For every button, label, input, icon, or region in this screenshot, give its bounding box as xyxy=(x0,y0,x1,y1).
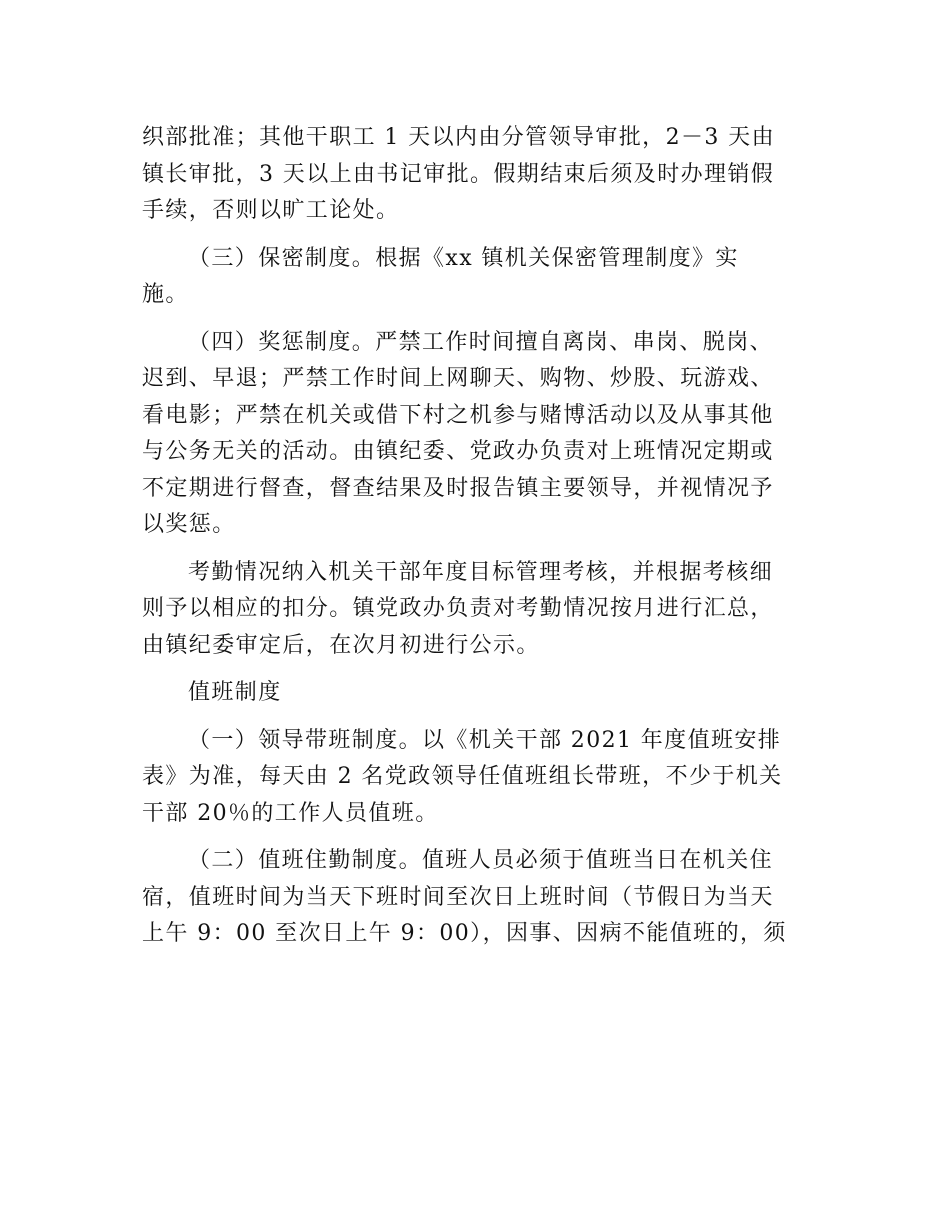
text-line: 与公务无关的活动。由镇纪委、党政办负责对上班情况定期或 xyxy=(142,439,774,464)
text-line: 干部 20％的工作人员值班。 xyxy=(142,800,439,826)
paragraph-attendance-assessment xyxy=(142,555,810,665)
section-heading: 值班制度 xyxy=(188,680,282,705)
text-line: 以奖惩。 xyxy=(142,512,236,537)
text-line: 手续，否则以旷工论处。 xyxy=(142,198,400,223)
text-line: 考勤情况纳入机关干部年度目标管理考核，并根据考核细 xyxy=(188,559,774,585)
paragraph-rewards-penalties xyxy=(142,325,810,544)
text-line: 则予以相应的扣分。镇党政办负责对考勤情况按月进行汇总， xyxy=(142,596,774,621)
text-line: （三）保密制度。根据《xx 镇机关保密管理制度》实 xyxy=(188,245,739,271)
paragraph-duty-residence xyxy=(142,843,810,953)
text-line: 宿，值班时间为当天下班时间至次日上班时间（节假日为当天 xyxy=(142,884,774,910)
text-line: 施。 xyxy=(142,282,189,307)
text-line: 表》为准，每天由 2 名党政领导任值班组长带班，不少于机关 xyxy=(142,764,783,789)
text-line: 看电影；严禁在机关或借下村之机参与赌博活动以及从事其他 xyxy=(142,402,774,428)
text-line: 镇长审批，3 天以上由书记审批。假期结束后须及时办理销假 xyxy=(142,161,775,187)
text-line: 由镇纪委审定后，在次月初进行公示。 xyxy=(142,632,540,658)
paragraph-confidentiality xyxy=(142,241,810,314)
text-line: （二）值班住勤制度。值班人员必须于值班当日在机关住 xyxy=(188,848,774,873)
text-line: 织部批准；其他干职工 1 天以内由分管领导审批，2－3 天由 xyxy=(142,125,775,150)
text-line: 不定期进行督查，督查结果及时报告镇主要领导，并视情况予 xyxy=(142,475,774,501)
text-line: 迟到、早退；严禁工作时间上网聊天、购物、炒股、玩游戏、 xyxy=(142,366,774,391)
paragraph-leave-approval xyxy=(142,120,810,230)
text-line: （一）领导带班制度。以《机关干部 2021 年度值班安排 xyxy=(188,727,782,753)
section-heading-duty xyxy=(142,675,810,712)
document-body xyxy=(142,120,810,953)
paragraph-leader-duty xyxy=(142,723,810,833)
text-line: （四）奖惩制度。严禁工作时间擅自离岗、串岗、脱岗、 xyxy=(188,329,774,355)
text-line: 上午 9：00 至次日上午 9：00），因事、因病不能值班的，须 xyxy=(142,921,787,946)
